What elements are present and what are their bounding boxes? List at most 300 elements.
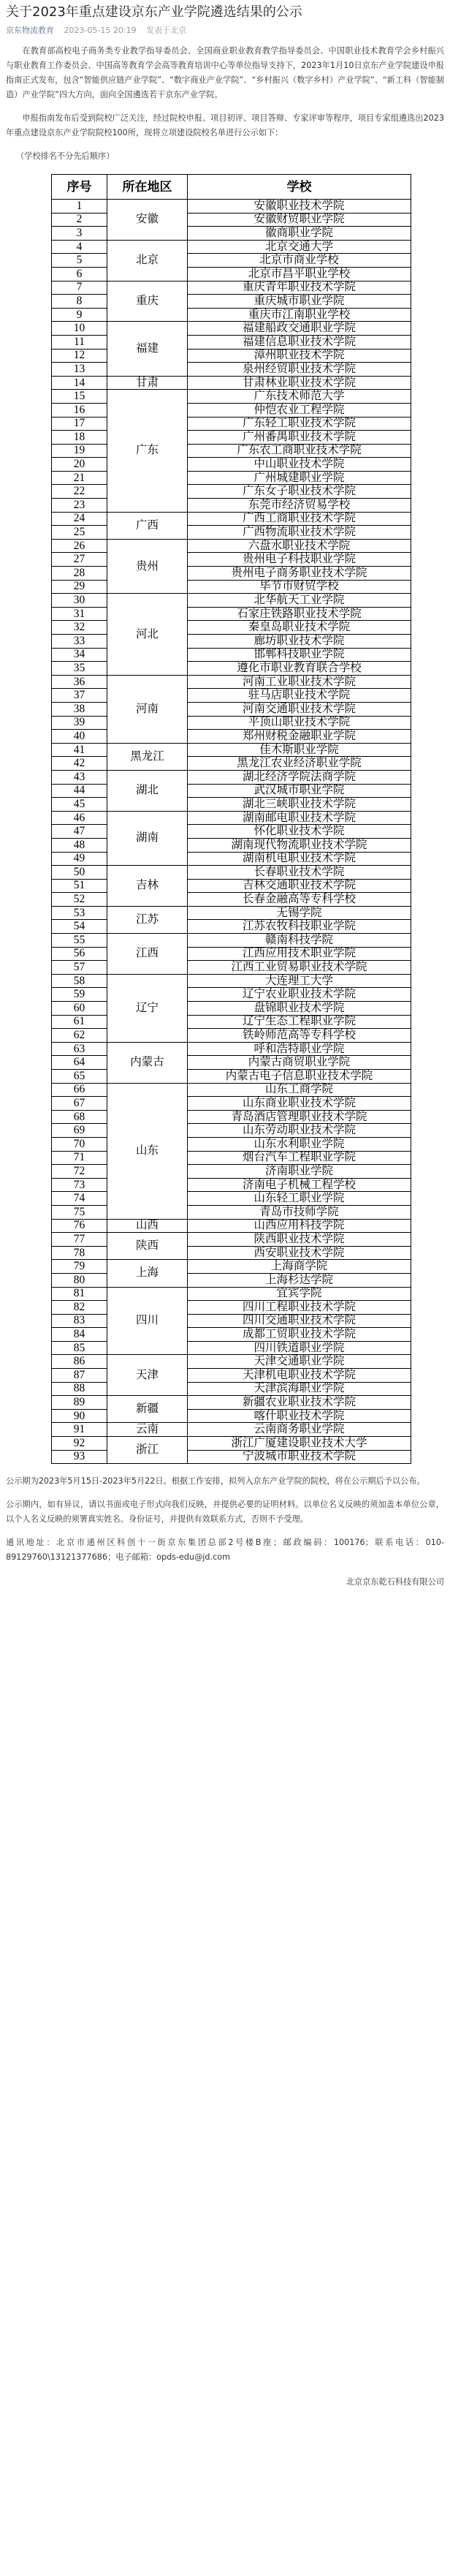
row-school: 内蒙古商贸职业学院 [188,1056,411,1070]
row-school: 大连理工大学 [188,974,411,988]
table-row [52,594,411,608]
table-row [52,295,411,309]
table-row [52,1083,411,1097]
table-row [52,240,411,254]
row-school: 青岛酒店管理职业技术学院 [188,1110,411,1124]
row-region: 山西 [107,1219,188,1233]
row-index: 26 [52,539,107,553]
table-row [52,1437,411,1451]
table-body [52,200,411,1464]
intro-paragraph-1: 在教育部高校电子商务类专业教学指导委员会、全国商业职业教育教学指导委员会、中国职业技术教育学会乡村振兴与职业教育工作委员会、中国高等教育学会高等教育培训中心等单位指导支持下，2023年1月10日京东产业学院建设申报指南正式发布，包含“智能供应链产业学院”、“数字商业产业学院”、“乡村振兴（数字乡村）产业学院”、“新工科（智能制造）产业学院”四大方向，面向全国遴选若干京东产业学院。 [6,46,444,99]
intro-paragraph-2: 申报指南发布后受到院校广泛关注，经过院校申报、项目初评、项目答辩、专家评审等程序，项目专家组遴选出2023年重点建设京东产业学院院校100所，现将立项建设院校名单进行公示如下： [6,113,444,137]
row-school: 天津交通职业学院 [188,1355,411,1369]
row-index: 93 [52,1450,107,1464]
row-school: 江苏农牧科技职业学院 [188,920,411,934]
table-row [52,648,411,662]
table-row [52,1151,411,1165]
table-row [52,227,411,241]
table-row [52,757,411,771]
row-region: 湖南 [107,811,188,865]
table-row [52,349,411,363]
row-school: 广东农工商职业技术学院 [188,444,411,458]
table-row [52,621,411,635]
article-title: 关于2023年重点建设京东产业学院遴选结果的公示 [6,4,302,20]
row-index: 63 [52,1042,107,1056]
footer-paragraph-2: 公示期内，如有异议，请以书面或电子形式向我们反映，并提供必要的证明材料。以单位名义反映的须加盖本单位公章，以个人名义反映的须署真实姓名、身份证号，并提供有效联系方式，否则不予受理。 [6,1500,444,1525]
row-school: 山东轻工职业学院 [188,1192,411,1206]
row-region: 北京 [107,240,188,281]
row-index: 73 [52,1178,107,1192]
row-school: 重庆城市职业学院 [188,295,411,309]
row-index: 77 [52,1233,107,1247]
row-index: 22 [52,485,107,499]
row-region: 四川 [107,1287,188,1355]
row-index: 40 [52,730,107,744]
row-school: 安徽财贸职业学院 [188,213,411,227]
row-school: 烟台汽车工程职业学院 [188,1151,411,1165]
row-index: 74 [52,1192,107,1206]
row-school: 青岛市技师学院 [188,1205,411,1219]
table-row [52,961,411,975]
table-row [52,730,411,744]
table-row [52,743,411,757]
row-region: 福建 [107,322,188,376]
row-index: 23 [52,499,107,513]
row-school: 长春职业技术学院 [188,866,411,880]
row-school: 四川铁道职业学院 [188,1341,411,1355]
table-row [52,471,411,485]
row-index: 21 [52,471,107,485]
row-index: 92 [52,1437,107,1451]
row-region: 河南 [107,675,188,743]
row-school: 中山职业技术学院 [188,458,411,472]
table-row [52,1233,411,1247]
publish-date: 2023-05-15 20:19 [64,26,137,35]
row-index: 10 [52,322,107,336]
row-index: 6 [52,267,107,281]
row-index: 89 [52,1396,107,1410]
row-school: 辽宁生态工程职业学院 [188,1015,411,1029]
table-row [52,1205,411,1219]
row-school: 毕节市财贸学校 [188,580,411,594]
row-region: 天津 [107,1355,188,1396]
table-row [52,1192,411,1206]
row-index: 37 [52,689,107,703]
row-index: 53 [52,906,107,920]
table-row [52,403,411,417]
table-row [52,1314,411,1328]
table-row [52,825,411,839]
row-index: 52 [52,893,107,907]
table-row [52,1328,411,1342]
row-school: 四川交通职业技术学院 [188,1314,411,1328]
table-row [52,485,411,499]
row-index: 57 [52,961,107,975]
row-index: 75 [52,1205,107,1219]
row-school: 郑州财税金融职业学院 [188,730,411,744]
row-index: 70 [52,1137,107,1151]
row-school: 湖南现代物流职业技术学院 [188,838,411,852]
row-index: 65 [52,1070,107,1084]
table-row [52,200,411,214]
row-index: 9 [52,308,107,322]
table-row [52,580,411,594]
row-school: 江西应用技术职业学院 [188,947,411,961]
row-region: 安徽 [107,200,188,241]
row-school: 福建船政交通职业学院 [188,322,411,336]
row-school: 铁岭师范高等专科学校 [188,1029,411,1043]
table-row [52,1450,411,1464]
table-row [52,431,411,445]
table-row [52,811,411,825]
table-row [52,920,411,934]
row-school: 泉州经贸职业技术学院 [188,363,411,377]
table-row [52,390,411,404]
row-index: 67 [52,1097,107,1111]
row-school: 湖北经济学院法商学院 [188,770,411,784]
row-region: 重庆 [107,281,188,322]
table-row [52,1287,411,1301]
row-index: 19 [52,444,107,458]
table-row [52,893,411,907]
row-index: 16 [52,403,107,417]
table-row [52,1382,411,1396]
table-header-row [52,175,411,200]
table-row [52,1355,411,1369]
row-index: 4 [52,240,107,254]
row-index: 46 [52,811,107,825]
row-school: 漳州职业技术学院 [188,349,411,363]
table-row [52,1015,411,1029]
row-index: 68 [52,1110,107,1124]
footer-paragraph-1: 公示期为2023年5月15日-2023年5月22日。根据工作安排，拟列入京东产业学院的院校，将在公示期后予以公布。 [6,1476,425,1487]
row-index: 36 [52,675,107,689]
table-row [52,1124,411,1138]
row-school: 无锡学院 [188,906,411,920]
row-index: 29 [52,580,107,594]
row-index: 88 [52,1382,107,1396]
table-row [52,1246,411,1260]
row-school: 贵州电子商务职业技术学院 [188,567,411,581]
table-row [52,1070,411,1084]
row-index: 85 [52,1341,107,1355]
row-index: 87 [52,1369,107,1383]
row-region: 广东 [107,390,188,512]
row-index: 38 [52,702,107,716]
row-school: 新疆农业职业技术学院 [188,1396,411,1410]
row-index: 58 [52,974,107,988]
row-school: 西安职业技术学院 [188,1246,411,1260]
row-school: 山东水利职业学院 [188,1137,411,1151]
header-region: 所在地区 [107,175,188,200]
row-school: 北京市昌平职业学校 [188,267,411,281]
row-region: 云南 [107,1423,188,1437]
row-school: 山东劳动职业技术学院 [188,1124,411,1138]
school-list-table [51,174,411,1464]
row-school: 河南工业职业技术学院 [188,675,411,689]
row-school: 浙江广厦建设职业技术大学 [188,1437,411,1451]
row-index: 69 [52,1124,107,1138]
table-row [52,635,411,649]
row-index: 41 [52,743,107,757]
row-school: 北京市商业学校 [188,254,411,268]
table-row [52,1165,411,1179]
row-index: 8 [52,295,107,309]
row-school: 广州城建职业学院 [188,471,411,485]
row-school: 廊坊职业技术学院 [188,635,411,649]
row-index: 54 [52,920,107,934]
table-row [52,308,411,322]
row-region: 山东 [107,1083,188,1219]
row-school: 湖南机电职业技术学院 [188,852,411,866]
row-school: 武汉城市职业学院 [188,784,411,798]
table-row [52,1260,411,1274]
row-region: 陕西 [107,1233,188,1260]
row-school: 驻马店职业技术学院 [188,689,411,703]
table-row [52,934,411,948]
row-school: 广西工商职业技术学院 [188,512,411,526]
row-index: 64 [52,1056,107,1070]
row-index: 20 [52,458,107,472]
table-row [52,1273,411,1287]
row-school: 济南职业学院 [188,1165,411,1179]
table-row [52,784,411,798]
row-school: 重庆市江南职业学校 [188,308,411,322]
row-index: 50 [52,866,107,880]
row-school: 陕西职业技术学院 [188,1233,411,1247]
row-index: 59 [52,988,107,1002]
row-school: 呼和浩特职业学院 [188,1042,411,1056]
table-row [52,444,411,458]
row-school: 福建信息职业技术学院 [188,335,411,349]
ordering-note: （学校排名不分先后顺序） [16,151,115,161]
row-school: 宁波城市职业技术学院 [188,1450,411,1464]
row-school: 仲恺农业工程学院 [188,403,411,417]
row-region: 甘肃 [107,376,188,390]
row-region: 上海 [107,1260,188,1287]
table-row [52,689,411,703]
table-row [52,1409,411,1423]
row-index: 7 [52,281,107,295]
row-school: 长春金融高等专科学校 [188,893,411,907]
table-row [52,662,411,676]
row-index: 30 [52,594,107,608]
table-row [52,567,411,581]
row-school: 安徽职业技术学院 [188,200,411,214]
table-row [52,1369,411,1383]
row-index: 18 [52,431,107,445]
header-index: 序号 [52,175,107,200]
row-index: 83 [52,1314,107,1328]
row-index: 90 [52,1409,107,1423]
row-index: 27 [52,553,107,567]
row-school: 天津机电职业技术学院 [188,1369,411,1383]
table-row [52,988,411,1002]
table-row [52,866,411,880]
table-row [52,1056,411,1070]
row-school: 石家庄铁路职业技术学院 [188,607,411,621]
row-school: 喀什职业技术学院 [188,1409,411,1423]
row-index: 25 [52,526,107,540]
row-region: 浙江 [107,1437,188,1464]
table-row [52,947,411,961]
header-school: 学校 [188,175,411,200]
row-index: 31 [52,607,107,621]
table-row [52,526,411,540]
table-row [52,1029,411,1043]
article-meta [6,23,444,38]
row-index: 47 [52,825,107,839]
table-row [52,1110,411,1124]
row-index: 51 [52,879,107,893]
table-row [52,852,411,866]
row-index: 56 [52,947,107,961]
row-school: 内蒙古电子信息职业技术学院 [188,1070,411,1084]
table-row [52,974,411,988]
row-index: 35 [52,662,107,676]
table-row [52,1097,411,1111]
row-index: 61 [52,1015,107,1029]
table-row [52,1423,411,1437]
row-index: 14 [52,376,107,390]
table-row [52,770,411,784]
row-school: 佳木斯职业学院 [188,743,411,757]
row-school: 江西工业贸易职业技术学院 [188,961,411,975]
row-school: 北京交通大学 [188,240,411,254]
row-school: 北华航天工业学院 [188,594,411,608]
row-school: 上海杉达学院 [188,1273,411,1287]
table-row [52,607,411,621]
row-school: 赣南科技学院 [188,934,411,948]
row-school: 广东轻工职业技术学院 [188,417,411,431]
row-index: 43 [52,770,107,784]
row-school: 吉林交通职业技术学院 [188,879,411,893]
table-row [52,716,411,730]
author-link[interactable]: 京东物流教育 [6,26,54,35]
row-index: 62 [52,1029,107,1043]
row-school: 广东技术师范大学 [188,390,411,404]
table-row [52,267,411,281]
row-index: 34 [52,648,107,662]
row-school: 济南电子机械工程学校 [188,1178,411,1192]
signature: 北京京东乾石科技有限公司 [346,1577,444,1587]
row-school: 东莞市经济贸易学校 [188,499,411,513]
row-school: 上海商学院 [188,1260,411,1274]
row-index: 33 [52,635,107,649]
row-index: 12 [52,349,107,363]
row-index: 11 [52,335,107,349]
row-index: 78 [52,1246,107,1260]
row-index: 84 [52,1328,107,1342]
row-school: 山东工商学院 [188,1083,411,1097]
row-index: 86 [52,1355,107,1369]
row-index: 45 [52,798,107,812]
row-region: 内蒙古 [107,1042,188,1083]
row-index: 60 [52,1002,107,1016]
row-index: 5 [52,254,107,268]
row-school: 四川工程职业技术学院 [188,1301,411,1315]
table-row [52,417,411,431]
table-row [52,553,411,567]
row-index: 24 [52,512,107,526]
row-index: 79 [52,1260,107,1274]
row-region: 新疆 [107,1396,188,1423]
row-index: 39 [52,716,107,730]
table-row [52,1137,411,1151]
table-row [52,281,411,295]
row-index: 42 [52,757,107,771]
row-school: 秦皇岛职业技术学院 [188,621,411,635]
table-row [52,322,411,336]
row-school: 广西物流职业技术学院 [188,526,411,540]
table-row [52,512,411,526]
row-region: 江西 [107,934,188,975]
row-region: 辽宁 [107,974,188,1042]
row-school: 广州番禺职业技术学院 [188,431,411,445]
row-index: 55 [52,934,107,948]
table-row [52,213,411,227]
row-index: 66 [52,1083,107,1097]
row-region: 黑龙江 [107,743,188,770]
row-index: 48 [52,838,107,852]
table-row [52,376,411,390]
row-school: 湖北三峡职业技术学院 [188,798,411,812]
row-school: 邯郸科技职业学院 [188,648,411,662]
table-row [52,879,411,893]
table-row [52,906,411,920]
row-school: 宜宾学院 [188,1287,411,1301]
table-row [52,798,411,812]
row-school: 成都工贸职业技术学院 [188,1328,411,1342]
row-region: 吉林 [107,866,188,907]
row-region: 贵州 [107,539,188,593]
row-index: 32 [52,621,107,635]
row-index: 1 [52,200,107,214]
table-row [52,1301,411,1315]
row-school: 辽宁农业职业技术学院 [188,988,411,1002]
row-region: 江苏 [107,906,188,933]
table-row [52,675,411,689]
row-school: 怀化职业技术学院 [188,825,411,839]
row-school: 盘锦职业技术学院 [188,1002,411,1016]
row-school: 湖南邮电职业技术学院 [188,811,411,825]
row-school: 黑龙江农业经济职业学院 [188,757,411,771]
table-row [52,335,411,349]
table-row [52,254,411,268]
row-school: 山西应用科技学院 [188,1219,411,1233]
row-index: 3 [52,227,107,241]
row-school: 山东商业职业技术学院 [188,1097,411,1111]
publish-location: 发表于北京 [146,26,187,35]
row-index: 91 [52,1423,107,1437]
row-index: 28 [52,567,107,581]
row-region: 河北 [107,594,188,676]
row-index: 49 [52,852,107,866]
article [0,3,450,1590]
row-school: 徽商职业学院 [188,227,411,241]
table-row [52,458,411,472]
table-row [52,1341,411,1355]
table-row [52,1178,411,1192]
row-school: 天津滨海职业学院 [188,1382,411,1396]
row-school: 遵化市职业教育联合学校 [188,662,411,676]
row-index: 15 [52,390,107,404]
table-row [52,1219,411,1233]
row-index: 76 [52,1219,107,1233]
table-row [52,838,411,852]
row-region: 湖北 [107,770,188,811]
table-row [52,1042,411,1056]
